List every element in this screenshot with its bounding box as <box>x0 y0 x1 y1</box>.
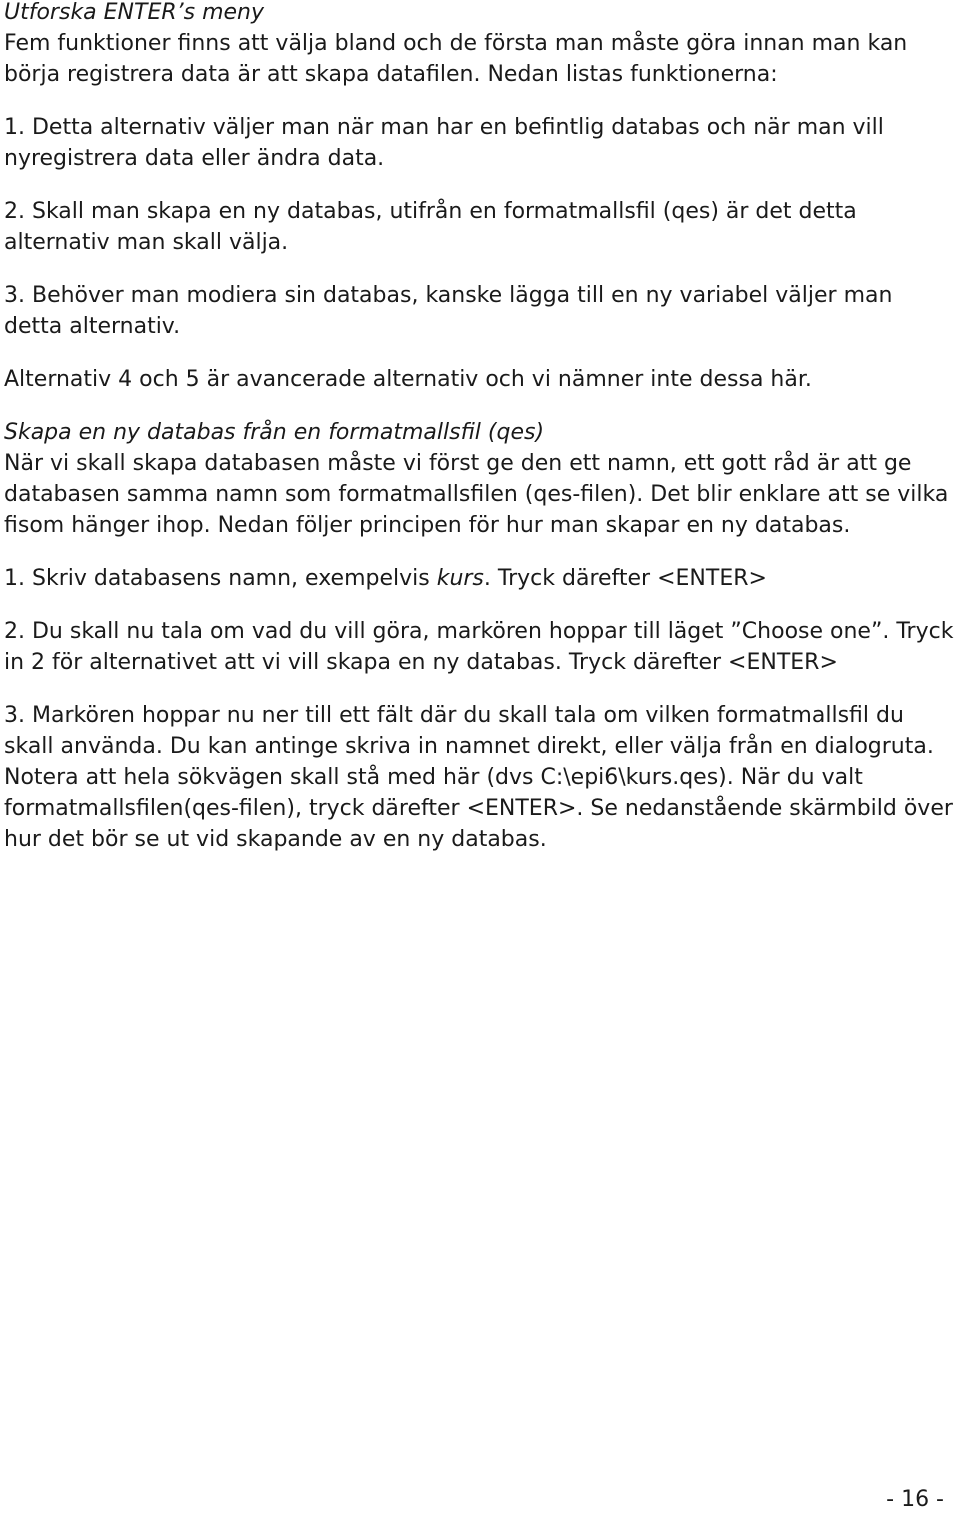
section-heading-explore-menu: Utforska ENTER’s meny <box>4 0 265 25</box>
step-2: 2. Du skall nu tala om vad du vill göra, markören hoppar till läget ”Choose one”. Tryck in 2 för alternativet att vi vill skapa en ny databas. Tryck därefter <ENTER> <box>4 619 954 675</box>
step-1 <box>4 563 956 594</box>
create-database-intro: När vi skall skapa databasen måste vi först ge den ett namn, ett gott råd är att ge databasen samma namn som formatmallsfilen (qes-filen). Det blir enklare att se vilka fisom hänger ihop. Nedan följer principen för hur man skapar en ny databas. <box>4 451 949 538</box>
page-number: - 16 - <box>886 1487 944 1512</box>
step-3: 3. Markören hoppar nu ner till ett fält där du skall tala om vilken formatmallsfil du skall använda. Du kan antinge skriva in namnet direkt, eller välja från en dialogruta. Notera att hela sökvägen skall stå med här (dvs C:\epi6\kurs.qes). När du valt formatmallsfilen(qes-filen), tryck därefter <ENTER>. Se nedanstående skärmbild över hur det bör se ut vid skapande av en ny databas. <box>4 703 953 852</box>
step-1-example-name: kurs <box>436 566 484 591</box>
list-item-3: 3. Behöver man modiera sin databas, kanske lägga till en ny variabel väljer man detta alternativ. <box>4 283 893 339</box>
document-page <box>4 0 956 855</box>
step-1-text: 1. Skriv databasens namn, exempelvis <box>4 566 437 591</box>
advanced-note: Alternativ 4 och 5 är avancerade alternativ och vi nämner inte dessa här. <box>4 367 812 392</box>
list-item-2: 2. Skall man skapa en ny databas, utifrån en formatmallsfil (qes) är det detta alternativ man skall välja. <box>4 199 857 255</box>
step-1-text-end: . Tryck därefter <ENTER> <box>483 566 767 591</box>
intro-paragraph: Fem funktioner finns att välja bland och de första man måste göra innan man kan börja registrera data är att skapa datafilen. Nedan listas funktionerna: <box>4 31 908 87</box>
section-heading-create-database: Skapa en ny databas från en formatmallsfil (qes) <box>4 420 545 445</box>
list-item-1: 1. Detta alternativ väljer man när man har en befintlig databas och när man vill nyregistrera data eller ändra data. <box>4 115 884 171</box>
